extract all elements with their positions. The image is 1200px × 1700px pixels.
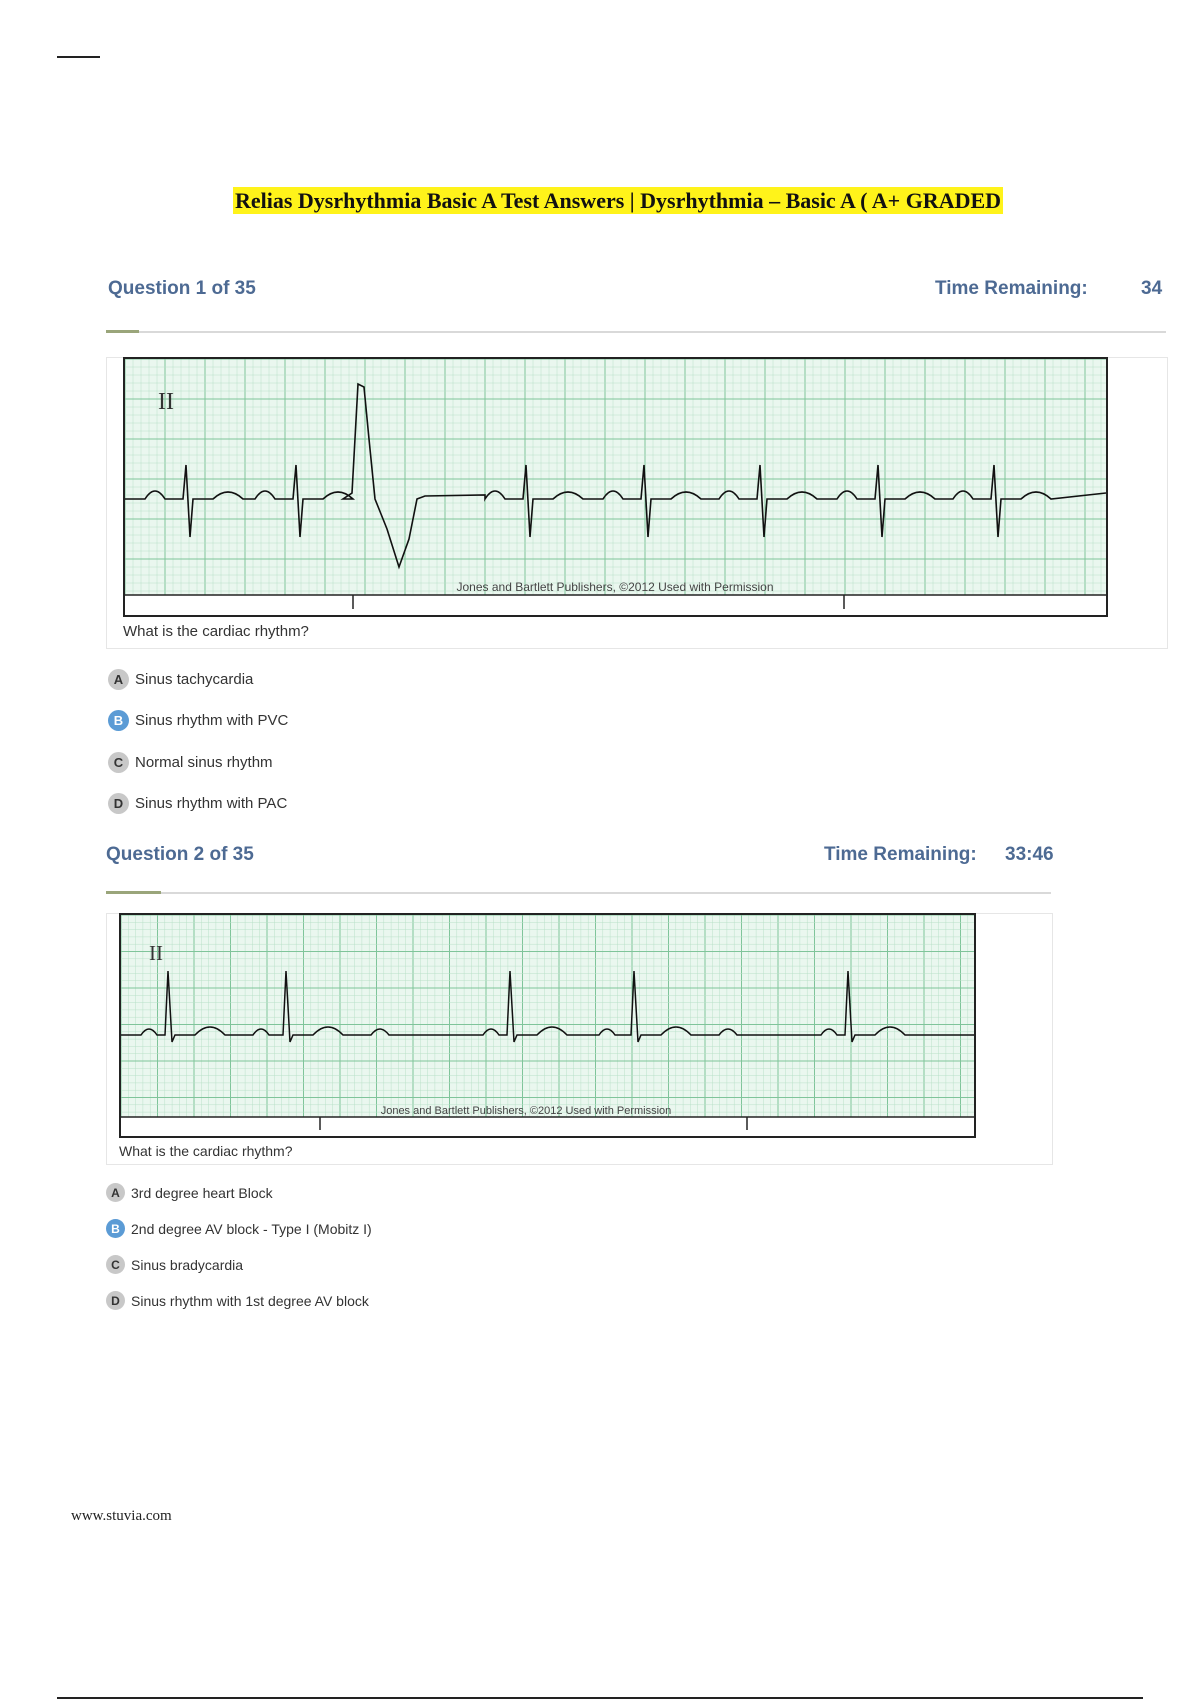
bottom-rule	[57, 1697, 1143, 1699]
question-1-header: Question 1 of 35	[108, 278, 256, 299]
option-a-badge: A	[106, 1183, 125, 1202]
question-1-credit: Jones and Bartlett Publishers, ©2012 Used with Permission	[456, 580, 774, 594]
question-1-ecg-strip	[123, 357, 1108, 617]
question-1-time-value: 34	[1141, 278, 1163, 299]
option-b-label: Sinus rhythm with PVC	[135, 712, 289, 729]
question-2-header: Question 2 of 35	[106, 844, 254, 865]
option-a-label: Sinus tachycardia	[135, 671, 254, 688]
option-d-label: Sinus rhythm with PAC	[135, 795, 288, 812]
option-c-badge: C	[106, 1255, 125, 1274]
question-1-option-d[interactable]	[108, 793, 287, 814]
question-2-progress-accent	[106, 891, 161, 894]
option-c-label: Normal sinus rhythm	[135, 754, 273, 771]
option-c-label: Sinus bradycardia	[131, 1256, 244, 1273]
question-1-option-a[interactable]	[108, 669, 253, 690]
question-1-prompt: What is the cardiac rhythm?	[123, 623, 309, 640]
question-2-time-label: Time Remaining:	[824, 844, 977, 865]
footer-url: www.stuvia.com	[71, 1508, 172, 1524]
option-c-badge: C	[108, 752, 129, 773]
option-d-badge: D	[108, 793, 129, 814]
question-1-ecg-svg	[125, 359, 1106, 615]
question-2-option-c[interactable]	[106, 1255, 243, 1274]
question-2-divider	[106, 892, 1051, 894]
question-2-option-d[interactable]	[106, 1291, 369, 1310]
document-title: Relias Dysrhythmia Basic A Test Answers | Dysrhythmia – Basic A ( A+ GRADED	[234, 188, 1002, 213]
question-2-option-b[interactable]	[106, 1219, 372, 1238]
question-1-option-c[interactable]	[108, 752, 273, 773]
question-1-option-b[interactable]	[108, 710, 288, 731]
option-d-label: Sinus rhythm with 1st degree AV block	[131, 1292, 369, 1309]
question-2-time-value: 33:46	[1005, 844, 1054, 865]
option-d-badge: D	[106, 1291, 125, 1310]
question-2-ecg-svg	[121, 915, 974, 1136]
question-1-divider	[106, 331, 1166, 333]
question-2-prompt: What is the cardiac rhythm?	[119, 1143, 293, 1159]
option-b-badge: B	[106, 1219, 125, 1238]
question-1-lead-label: II	[158, 389, 174, 415]
question-2-option-a[interactable]	[106, 1183, 273, 1202]
question-1-time-label: Time Remaining:	[935, 278, 1088, 299]
question-2-lead-label: II	[149, 941, 163, 965]
option-b-badge: B	[108, 710, 129, 731]
option-a-label: 3rd degree heart Block	[131, 1184, 273, 1201]
option-a-badge: A	[108, 669, 129, 690]
top-rule	[57, 56, 100, 58]
option-b-label: 2nd degree AV block - Type I (Mobitz I)	[131, 1220, 372, 1237]
question-2-credit: Jones and Bartlett Publishers, ©2012 Used with Permission	[380, 1105, 672, 1117]
question-2-ecg-strip	[119, 913, 976, 1138]
question-1-progress-accent	[106, 330, 139, 333]
